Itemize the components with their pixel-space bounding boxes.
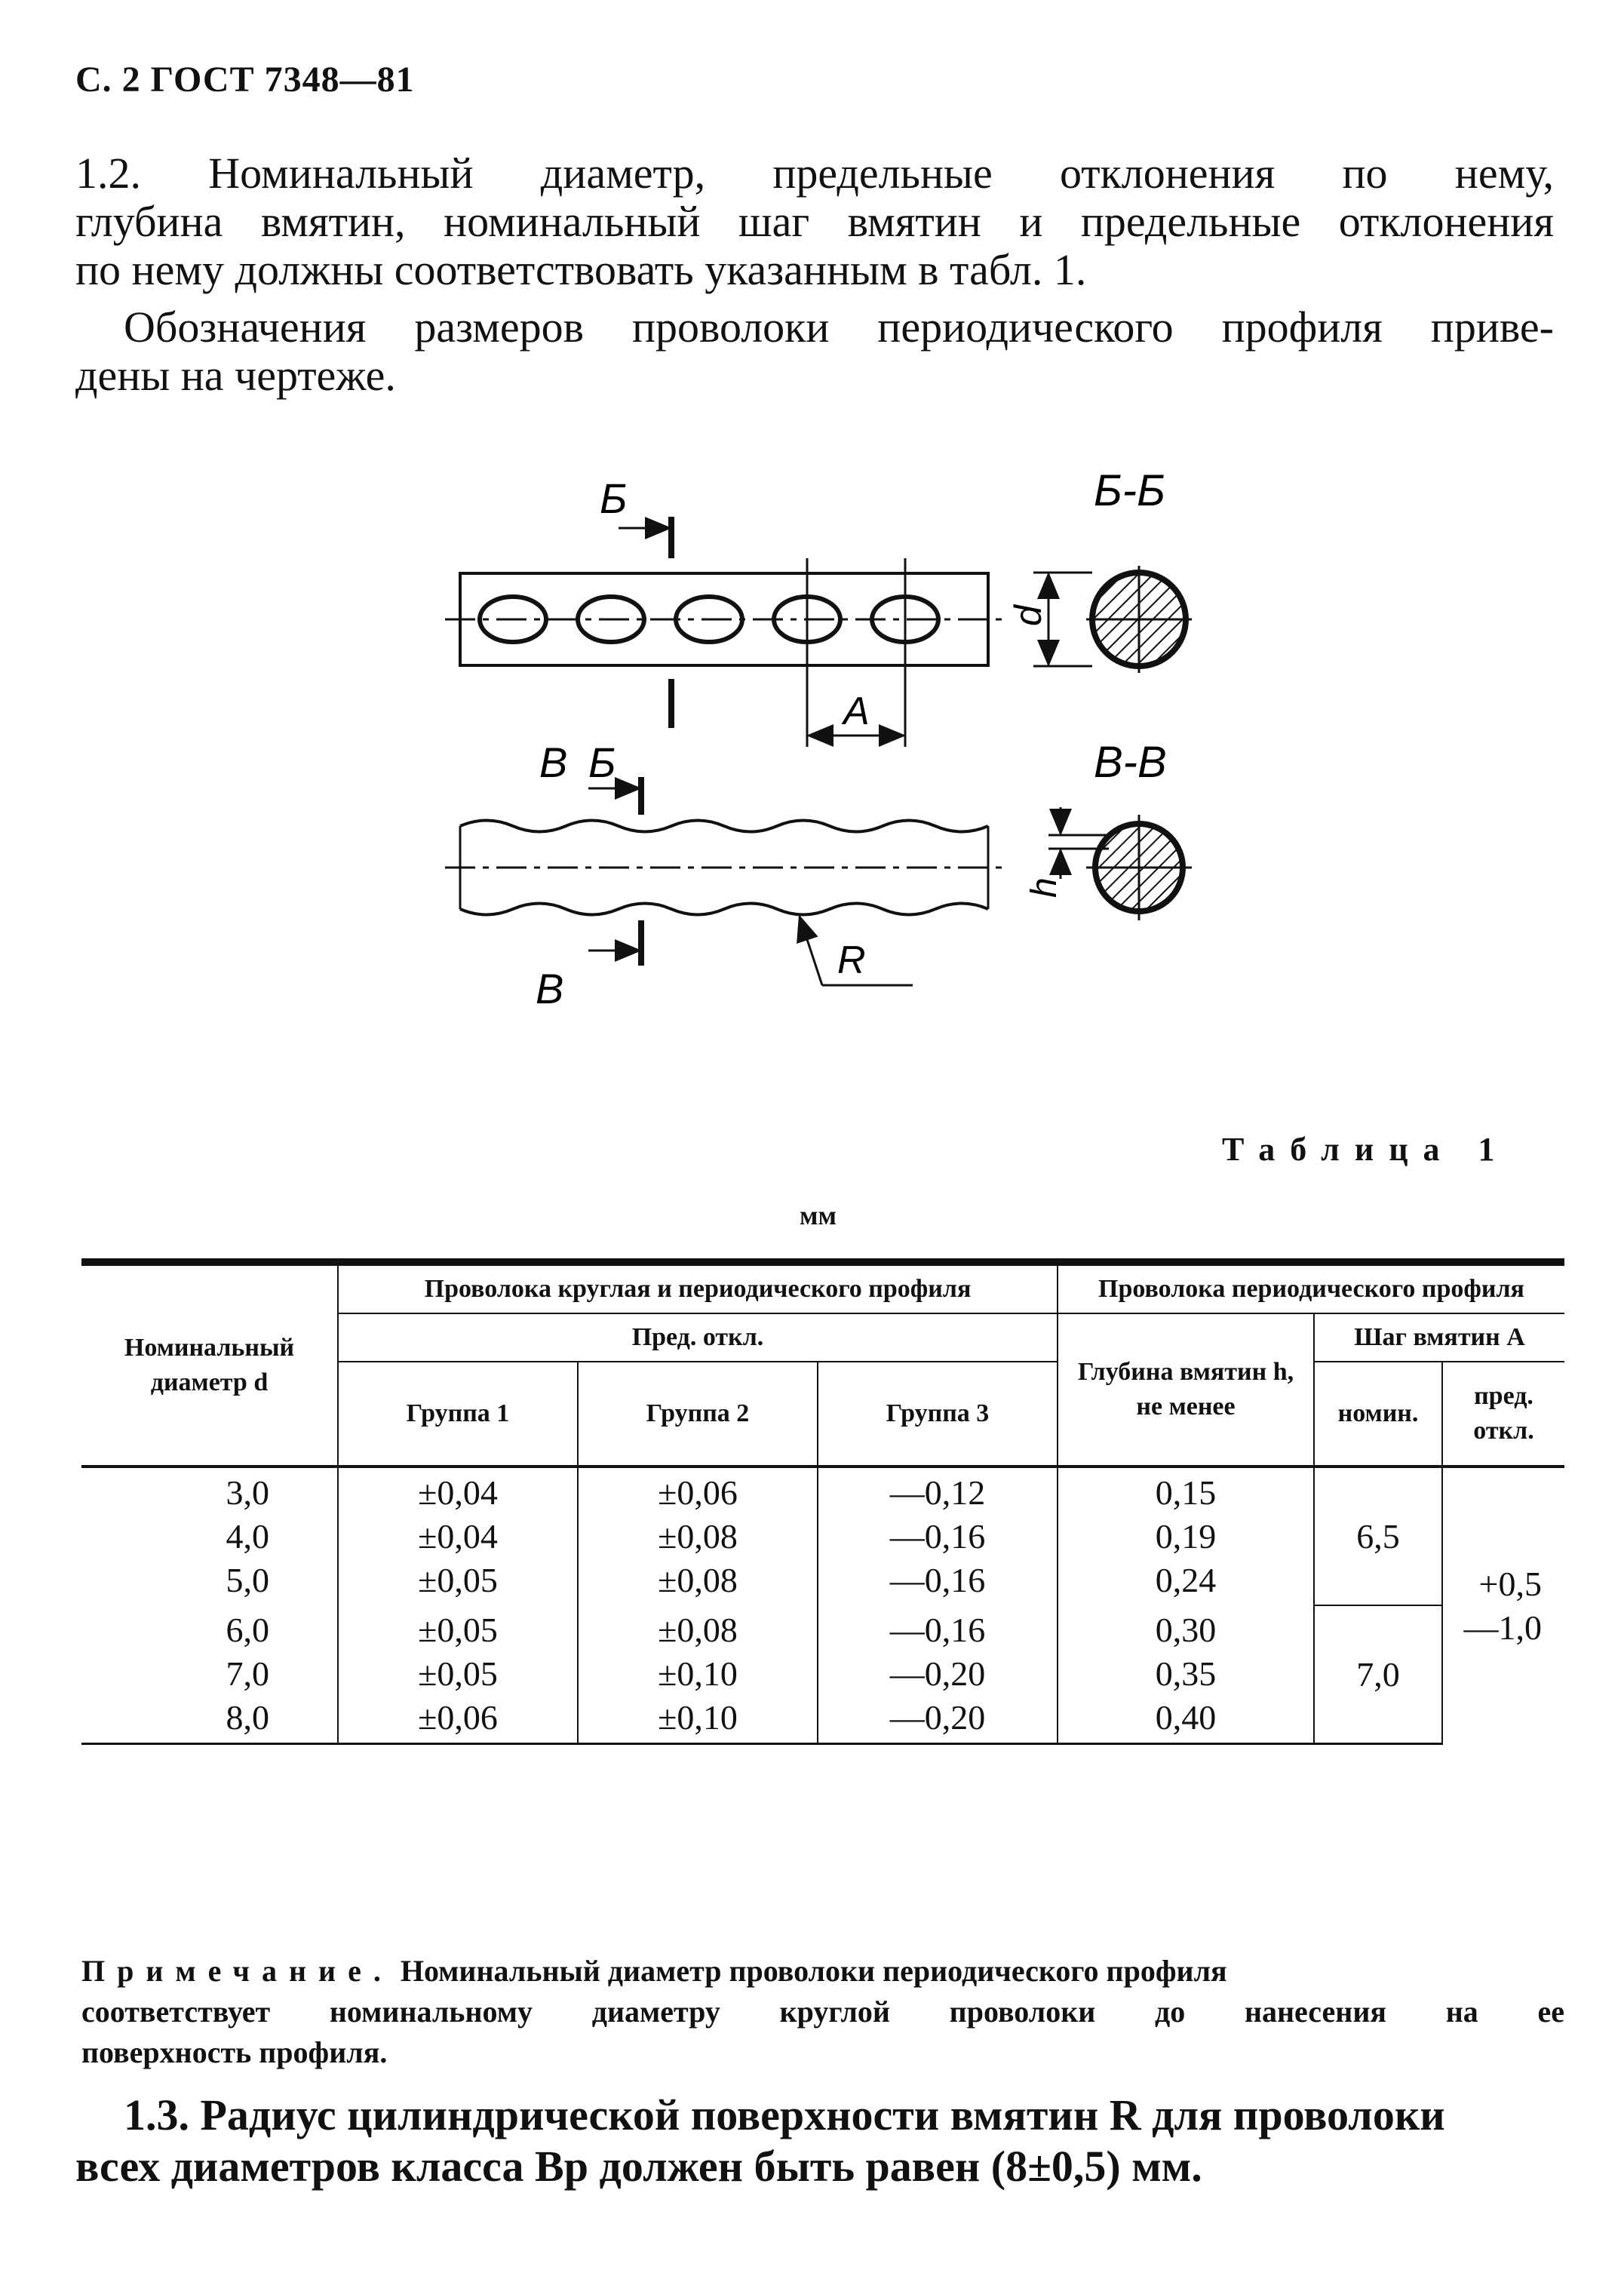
label-vv: В-В (1094, 738, 1167, 787)
value: 6,0 (226, 1611, 269, 1649)
value: 0,24 (1155, 1561, 1217, 1599)
value: ±0,10 (658, 1654, 738, 1693)
value: ±0,08 (658, 1561, 738, 1599)
value: 0,40 (1155, 1698, 1217, 1737)
value: +0,5 (1478, 1564, 1542, 1603)
value: 4,0 (226, 1517, 269, 1556)
value: 7,0 (226, 1654, 269, 1693)
table-note (81, 1951, 1564, 2073)
note-line (81, 1951, 1564, 1992)
table-row-group-b (81, 1605, 1564, 1744)
note-label: Примечание. (81, 1954, 393, 1988)
cell-pitch-tol (1442, 1467, 1564, 1744)
value: 0,35 (1155, 1654, 1217, 1693)
col-header-periodic: Проволока периодического профиля (1058, 1262, 1564, 1313)
paragraph-line: глубина вмятин, номинальный шаг вмятин и предельные отклонения (75, 197, 1554, 246)
cell-pitch-nom (1314, 1467, 1442, 1605)
label-h: h (1024, 877, 1064, 898)
paragraph-1-3 (75, 2090, 1569, 2192)
col-header-group3: Группа 3 (818, 1362, 1058, 1467)
col-header-nominal-diameter: Номинальный диаметр d (81, 1262, 338, 1467)
paragraph-line: 1.2. Номинальный диаметр, предельные отклонения по нему, (75, 149, 1554, 198)
value: —0,20 (889, 1698, 986, 1737)
col-header-group2: Группа 2 (578, 1362, 818, 1467)
paragraph-1-2 (75, 149, 1554, 294)
paragraph-line: по нему должны соответствовать указанным в табл. 1. (75, 245, 1087, 294)
value: —1,0 (1463, 1608, 1542, 1647)
col-header-round-periodic: Проволока круглая и периодического профиля (338, 1262, 1058, 1313)
value: ±0,06 (658, 1473, 738, 1512)
label-b-mid: Б (588, 739, 616, 786)
note-line: поверхность профиля. (81, 2035, 388, 2069)
value: —0,16 (889, 1561, 986, 1599)
page-header: С. 2 ГОСТ 7348—81 (75, 60, 415, 100)
value: 7,0 (1356, 1654, 1400, 1694)
label-d: d (1007, 605, 1049, 626)
col-header-depth: Глубина вмятин h, не менее (1058, 1313, 1314, 1467)
label-b-top: Б (600, 475, 628, 522)
cell-h (1058, 1605, 1314, 1744)
side-view (445, 777, 1003, 985)
value: ±0,05 (418, 1654, 498, 1693)
value: 0,15 (1155, 1473, 1217, 1512)
spec-table (81, 1258, 1564, 1745)
label-a: A (843, 690, 870, 733)
value: ±0,08 (658, 1611, 738, 1649)
cell-g2 (578, 1605, 818, 1744)
cell-g3 (818, 1467, 1058, 1605)
cell-h (1058, 1467, 1314, 1605)
value: —0,12 (889, 1473, 986, 1512)
cell-g1 (338, 1605, 578, 1744)
value: 0,30 (1155, 1611, 1217, 1649)
col-header-pred-otkl: Пред. откл. (338, 1313, 1058, 1362)
table-unit: мм (800, 1200, 837, 1230)
cell-pitch-nom (1314, 1605, 1442, 1744)
label-v-bottom: В (536, 965, 564, 1012)
section-bb (1033, 566, 1192, 673)
section-vv (1048, 807, 1192, 920)
col-header-nomin: номин. (1314, 1362, 1442, 1467)
value: 8,0 (226, 1698, 269, 1737)
value: ±0,04 (418, 1517, 498, 1556)
table-row-group-a (81, 1467, 1564, 1605)
value: ±0,06 (418, 1698, 498, 1737)
paragraph-line: дены на чертеже. (75, 351, 396, 400)
col-header-pitch: Шаг вмятин A (1314, 1313, 1564, 1362)
value: —0,16 (889, 1611, 986, 1649)
col-header-group1: Группа 1 (338, 1362, 578, 1467)
cell-d (81, 1605, 338, 1744)
value: ±0,04 (418, 1473, 498, 1512)
wire-profile-drawing (430, 445, 1260, 1034)
cell-g1 (338, 1467, 578, 1605)
label-r: R (837, 938, 866, 982)
paragraph-1-2-drawing-ref (75, 303, 1554, 400)
label-bb: Б-Б (1094, 466, 1165, 515)
value: —0,16 (889, 1517, 986, 1556)
paragraph-line: всех диаметров класса Вр должен быть равен (8±0,5) мм. (75, 2142, 1202, 2191)
paragraph-line: 1.3. Радиус цилиндрической поверхности вмятин R для проволоки (124, 2090, 1445, 2139)
value: 3,0 (226, 1473, 269, 1512)
value: 5,0 (226, 1561, 269, 1599)
note-text: Номинальный диаметр проволоки периодического профиля (400, 1954, 1227, 1988)
value: 0,19 (1155, 1517, 1217, 1556)
value: 6,5 (1356, 1516, 1400, 1556)
cell-d (81, 1467, 338, 1605)
value: ±0,10 (658, 1698, 738, 1737)
top-view (445, 517, 1003, 747)
col-header-pitch-tol: пред. откл. (1442, 1362, 1564, 1467)
value: ±0,05 (418, 1561, 498, 1599)
value: ±0,05 (418, 1611, 498, 1649)
note-line: соответствует номинальному диаметру круглой проволоки до нанесения на ее (81, 1995, 1564, 2029)
label-v-top: В (539, 739, 568, 786)
cell-g2 (578, 1467, 818, 1605)
value: —0,20 (889, 1654, 986, 1693)
paragraph-line: Обозначения размеров проволоки периодического профиля приве- (124, 303, 1554, 352)
table-title: Таблица 1 (1222, 1131, 1510, 1168)
value: ±0,08 (658, 1517, 738, 1556)
cell-g3 (818, 1605, 1058, 1744)
